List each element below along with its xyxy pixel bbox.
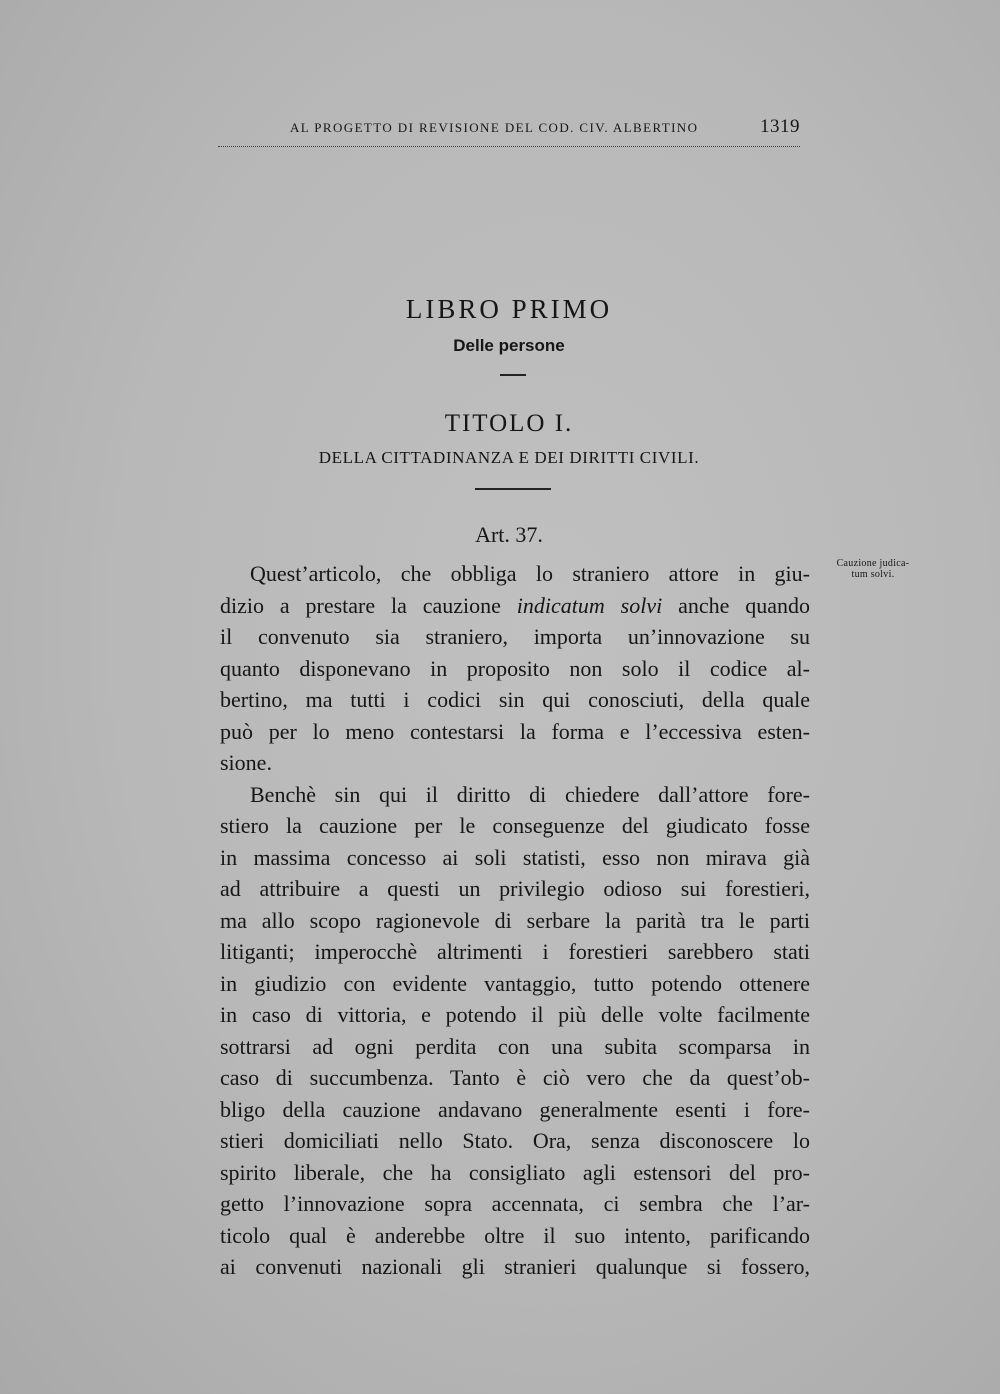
- text-line: caso di succumbenza. Tanto è ciò vero che da quest’ob-: [220, 1065, 810, 1090]
- text-segment: anche quando: [662, 592, 811, 618]
- margin-note: [818, 558, 928, 580]
- text-line: sione.: [220, 750, 272, 775]
- italic-term: indicatum solvi: [516, 592, 663, 618]
- book-title: LIBRO PRIMO: [405, 294, 613, 324]
- page-number: 1319: [760, 116, 800, 137]
- text-line: bligo della cauzione andavano generalmente esenti i fore-: [220, 1096, 810, 1122]
- text-line: bertino, ma tutti i codici sin qui conosciuti, della quale: [220, 687, 810, 712]
- article-heading: Art. 37.: [475, 522, 543, 547]
- section-divider-long: [475, 488, 551, 490]
- text-line: ad attribuire a questi un privilegio odioso sui forestieri,: [220, 876, 810, 901]
- text-line: ticolo qual è anderebbe oltre il suo intento, parificando: [220, 1222, 810, 1248]
- margin-note-line: tum solvi.: [851, 569, 895, 580]
- text-line: in giudizio con evidente vantaggio, tutto potendo ottenere: [220, 970, 810, 996]
- text-line: sottrarsi ad ogni perdita con una subita scomparsa in: [220, 1033, 810, 1059]
- text-line: [220, 590, 810, 622]
- text-line: Quest’articolo, che obbliga lo straniero attore in giu-: [250, 561, 810, 586]
- title-subheading: DELLA CITTADINANZA E DEI DIRITTI CIVILI.: [318, 448, 700, 467]
- text-segment: dizio a prestare la cauzione: [220, 592, 517, 618]
- running-title: AL PROGETTO DI REVISIONE DEL COD. CIV. ALBERTINO: [290, 120, 699, 135]
- text-line: in caso di vittoria, e potendo il più delle volte facilmente: [220, 1002, 810, 1027]
- book-subtitle: Delle persone: [453, 336, 565, 355]
- text-line: può per lo meno contestarsi la forma e l’eccessiva esten-: [220, 718, 810, 744]
- running-header: [218, 116, 800, 147]
- section-divider-short: [500, 374, 526, 376]
- text-line: Benchè sin qui il diritto di chiedere dall’attore fore-: [250, 781, 810, 807]
- text-line: litiganti; imperocchè altrimenti i forestieri sarebbero stati: [220, 939, 810, 964]
- text-line: spirito liberale, che ha consigliato agli estensori del pro-: [220, 1159, 810, 1185]
- text-line: ai convenuti nazionali gli stranieri qualunque si fossero,: [220, 1254, 810, 1279]
- text-line: getto l’innovazione sopra accennata, ci sembra che l’ar-: [220, 1191, 810, 1216]
- article-body: [220, 558, 810, 1283]
- text-line: quanto disponevano in proposito non solo il codice al-: [220, 655, 810, 681]
- text-line: stiero la cauzione per le conseguenze del giudicato fosse: [220, 813, 810, 838]
- text-line: il convenuto sia straniero, importa un’innovazione su: [220, 624, 810, 649]
- text-line: stieri domiciliati nello Stato. Ora, senza disconoscere lo: [220, 1128, 810, 1153]
- text-line: ma allo scopo ragionevole di serbare la parità tra le parti: [220, 907, 810, 933]
- title-heading: TITOLO I.: [444, 410, 574, 437]
- text-line: in massima concesso ai soli statisti, esso non mirava già: [220, 844, 810, 870]
- margin-note-line: Cauzione judica-: [836, 558, 910, 569]
